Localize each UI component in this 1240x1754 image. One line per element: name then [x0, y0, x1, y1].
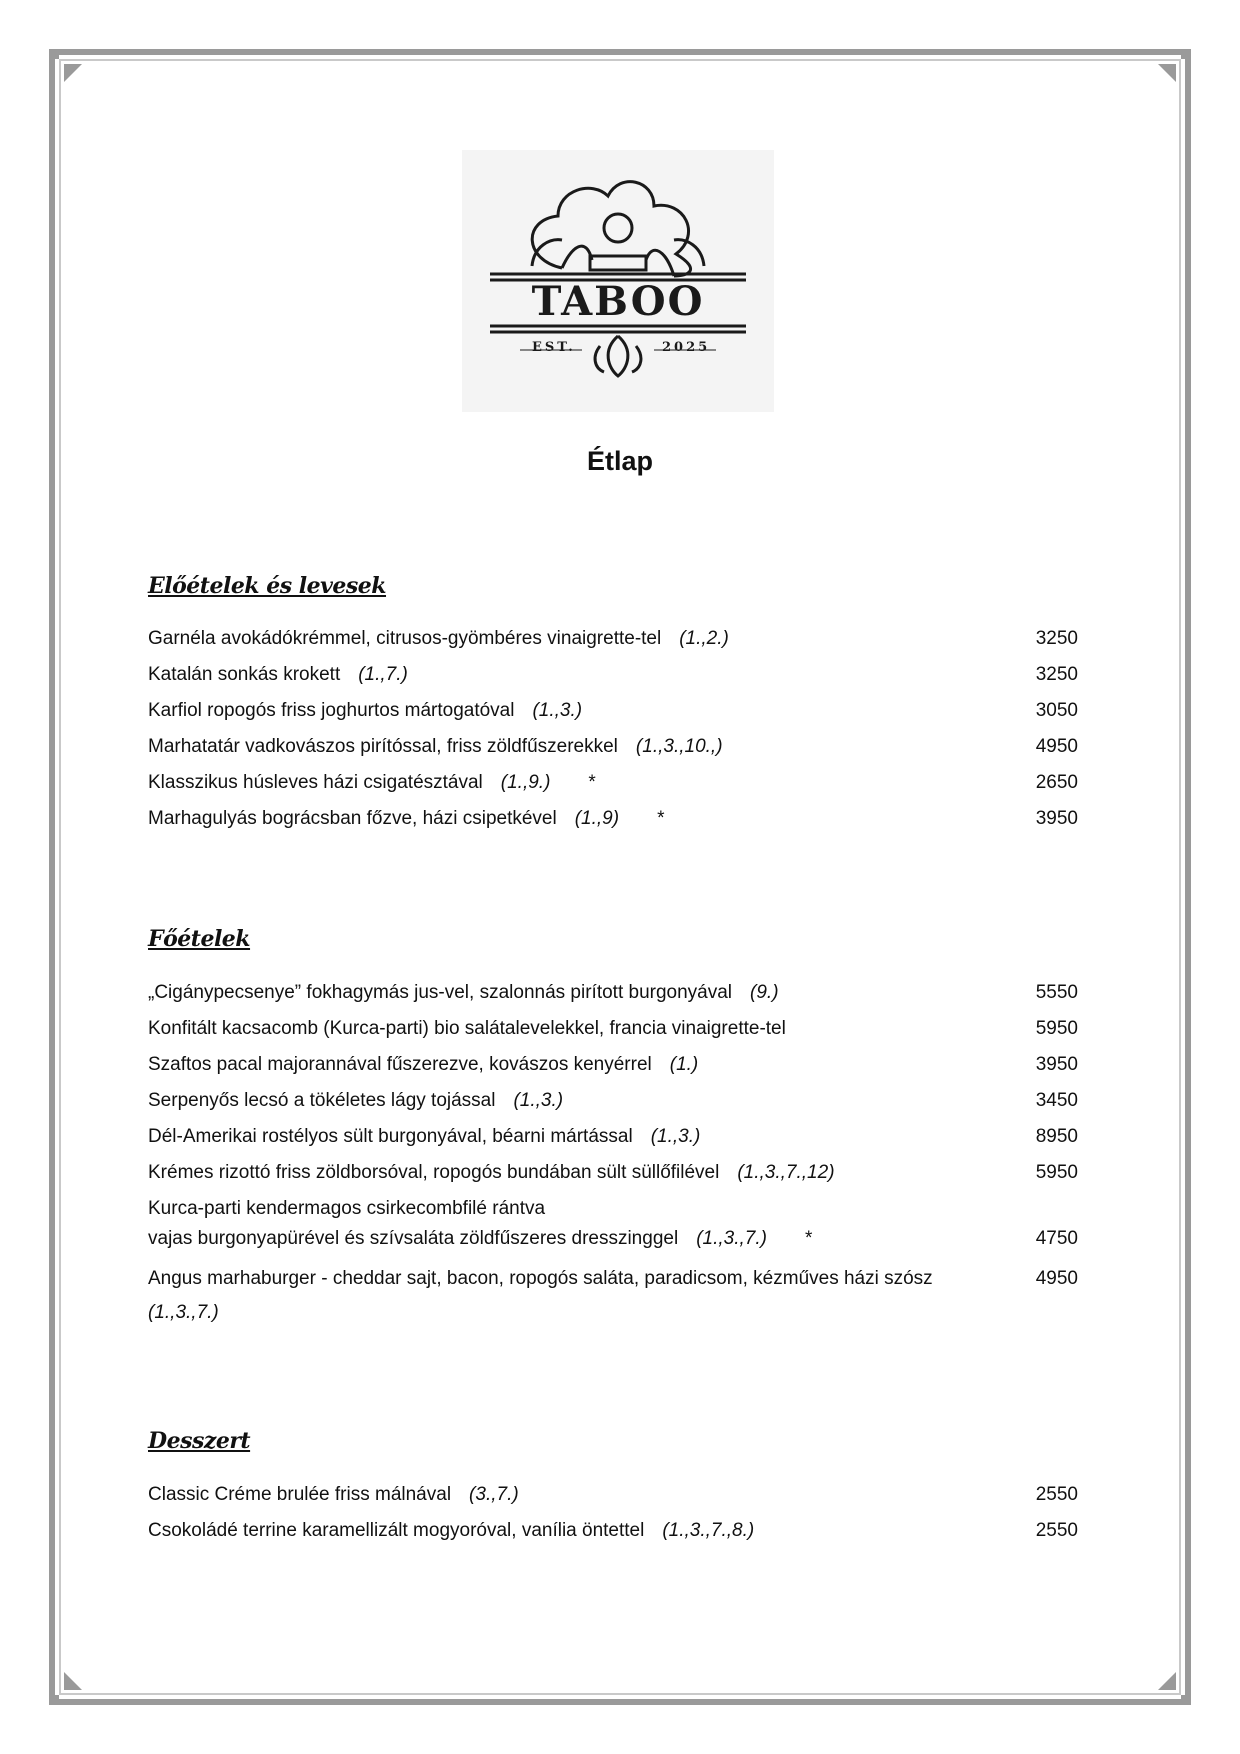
menu-item — [148, 700, 1078, 722]
menu-item-allergens: (9.) — [750, 982, 779, 1003]
menu-item — [148, 1090, 1078, 1112]
menu-item — [148, 1126, 1078, 1148]
menu-item — [148, 1054, 1078, 1076]
menu-item-price: 8950 — [1035, 1126, 1078, 1147]
menu-item-price: 4950 — [1035, 736, 1078, 757]
menu-item — [148, 664, 1078, 686]
menu-item-allergens: (1.,3.,7.) — [696, 1228, 767, 1249]
menu-item — [148, 1484, 1078, 1506]
menu-item — [148, 736, 1078, 758]
menu-item-price: 3250 — [1035, 664, 1078, 685]
menu-item-name: Krémes rizottó friss zöldborsóval, ropogós bundában sült süllőfilével — [148, 1162, 720, 1183]
menu-item-price: 4750 — [1035, 1228, 1078, 1249]
frame-knob — [1181, 1695, 1191, 1705]
section-heading-desserts: Desszert — [148, 1428, 251, 1454]
frame-knob — [49, 49, 59, 59]
menu-item-price: 3050 — [1035, 700, 1078, 721]
menu-item-name: „Cigánypecsenye” fokhagymás jus-vel, szalonnás pirított burgonyával — [148, 982, 733, 1003]
menu-item-allergens: (3.,7.) — [469, 1484, 519, 1505]
menu-item-name: Szaftos pacal majorannával fűszerezve, kovászos kenyérrel — [148, 1054, 652, 1075]
menu-item-price: 3450 — [1035, 1090, 1078, 1111]
menu-item-allergens: (1.,9.) — [500, 772, 551, 793]
menu-item-name: Karfiol ropogós friss joghurtos mártogatóval — [148, 700, 515, 721]
menu-item-line2 — [148, 1228, 1078, 1250]
menu-item — [148, 1018, 1078, 1040]
menu-item — [148, 1268, 1078, 1324]
frame-knob — [1181, 49, 1191, 59]
frame-corner-ornament — [64, 64, 82, 82]
menu-item-price: 2550 — [1035, 1520, 1078, 1541]
menu-item-allergens: (1.,3.) — [532, 700, 583, 721]
menu-item-price: 3950 — [1035, 1054, 1078, 1075]
menu-item-star-marker: * — [657, 808, 665, 829]
menu-item — [148, 808, 1078, 830]
menu-item — [148, 1520, 1078, 1542]
menu-item-name: vajas burgonyapürével és szívsaláta zöldfűszeres dresszinggel — [148, 1228, 679, 1249]
menu-item-allergens: (1.,7.) — [358, 664, 408, 685]
menu-item-price: 2650 — [1035, 772, 1078, 793]
menu-item-price: 3950 — [1035, 808, 1078, 829]
menu-item-allergens: (1.,3.,7.) — [148, 1302, 219, 1323]
menu-item-price: 2550 — [1035, 1484, 1078, 1505]
menu-item — [148, 982, 1078, 1004]
menu-item-price: 4950 — [1035, 1268, 1078, 1289]
menu-item-allergens: (1.,3.,7.,12) — [737, 1162, 835, 1183]
frame-knob — [49, 1695, 59, 1705]
menu-item-name: Dél-Amerikai rostélyos sült burgonyával, béarni mártással — [148, 1126, 633, 1147]
menu-item-price: 5550 — [1035, 982, 1078, 1003]
menu-item-allergens: (1.,2.) — [679, 628, 729, 649]
menu-item-name: Csokoládé terrine karamellizált mogyoróval, vanília öntettel — [148, 1520, 645, 1541]
menu-item-allergens: (1.,3.,7.,8.) — [662, 1520, 755, 1541]
logo-year-label: 2025 — [662, 340, 711, 355]
menu-item-allergens: (1.,3.) — [650, 1126, 701, 1147]
menu-item-name: Konfitált kacsacomb (Kurca-parti) bio salátalevelekkel, francia vinaigrette-tel — [148, 1018, 786, 1039]
menu-item-name: Marhagulyás bográcsban főzve, házi csipetkével — [148, 808, 557, 829]
menu-item-name: Garnéla avokádókrémmel, citrusos-gyömbéres vinaigrette-tel — [148, 628, 662, 649]
menu-item — [148, 628, 1078, 650]
menu-item-allergens: (1.,3.,10.,) — [635, 736, 723, 757]
logo-wordmark: TABOO — [531, 278, 705, 325]
menu-item-allergens: (1.,9) — [574, 808, 620, 829]
menu-item-price: 5950 — [1035, 1018, 1078, 1039]
section-heading-starters: Előételek és levesek — [148, 573, 387, 599]
frame-corner-ornament — [1158, 64, 1176, 82]
menu-item-price: 3250 — [1035, 628, 1078, 649]
menu-item-name: Katalán sonkás krokett — [148, 664, 341, 685]
menu-item — [148, 772, 1078, 794]
logo-est-label: EST. — [532, 340, 576, 355]
page-title: Étlap — [586, 446, 653, 476]
menu-item — [148, 1162, 1078, 1184]
menu-item-star-marker: * — [804, 1228, 813, 1249]
menu-item-allergens: (1.,3.) — [513, 1090, 564, 1111]
menu-item-name-line1: Kurca-parti kendermagos csirkecombfilé rántva — [148, 1198, 546, 1219]
menu-item-allergens: (1.) — [669, 1054, 699, 1075]
menu-item-name: Klasszikus húsleves házi csigatésztával — [148, 772, 483, 793]
menu-item-star-marker: * — [588, 772, 596, 793]
restaurant-logo — [462, 150, 774, 412]
frame-corner-ornament — [64, 1672, 82, 1690]
menu-item-name: Marhatatár vadkovászos pirítóssal, friss zöldfűszerekkel — [148, 736, 618, 757]
frame-corner-ornament — [1158, 1672, 1176, 1690]
menu-item-name: Classic Créme brulée friss málnával — [148, 1484, 452, 1505]
section-heading-mains: Főételek — [148, 926, 251, 952]
menu-item-multiline — [148, 1198, 1078, 1250]
menu-item-price: 5950 — [1035, 1162, 1078, 1183]
menu-item-name: Angus marhaburger - cheddar sajt, bacon, ropogós saláta, paradicsom, kézműves házi szósz — [148, 1268, 933, 1289]
menu-item-name: Serpenyős lecsó a tökéletes lágy tojással — [148, 1090, 496, 1111]
